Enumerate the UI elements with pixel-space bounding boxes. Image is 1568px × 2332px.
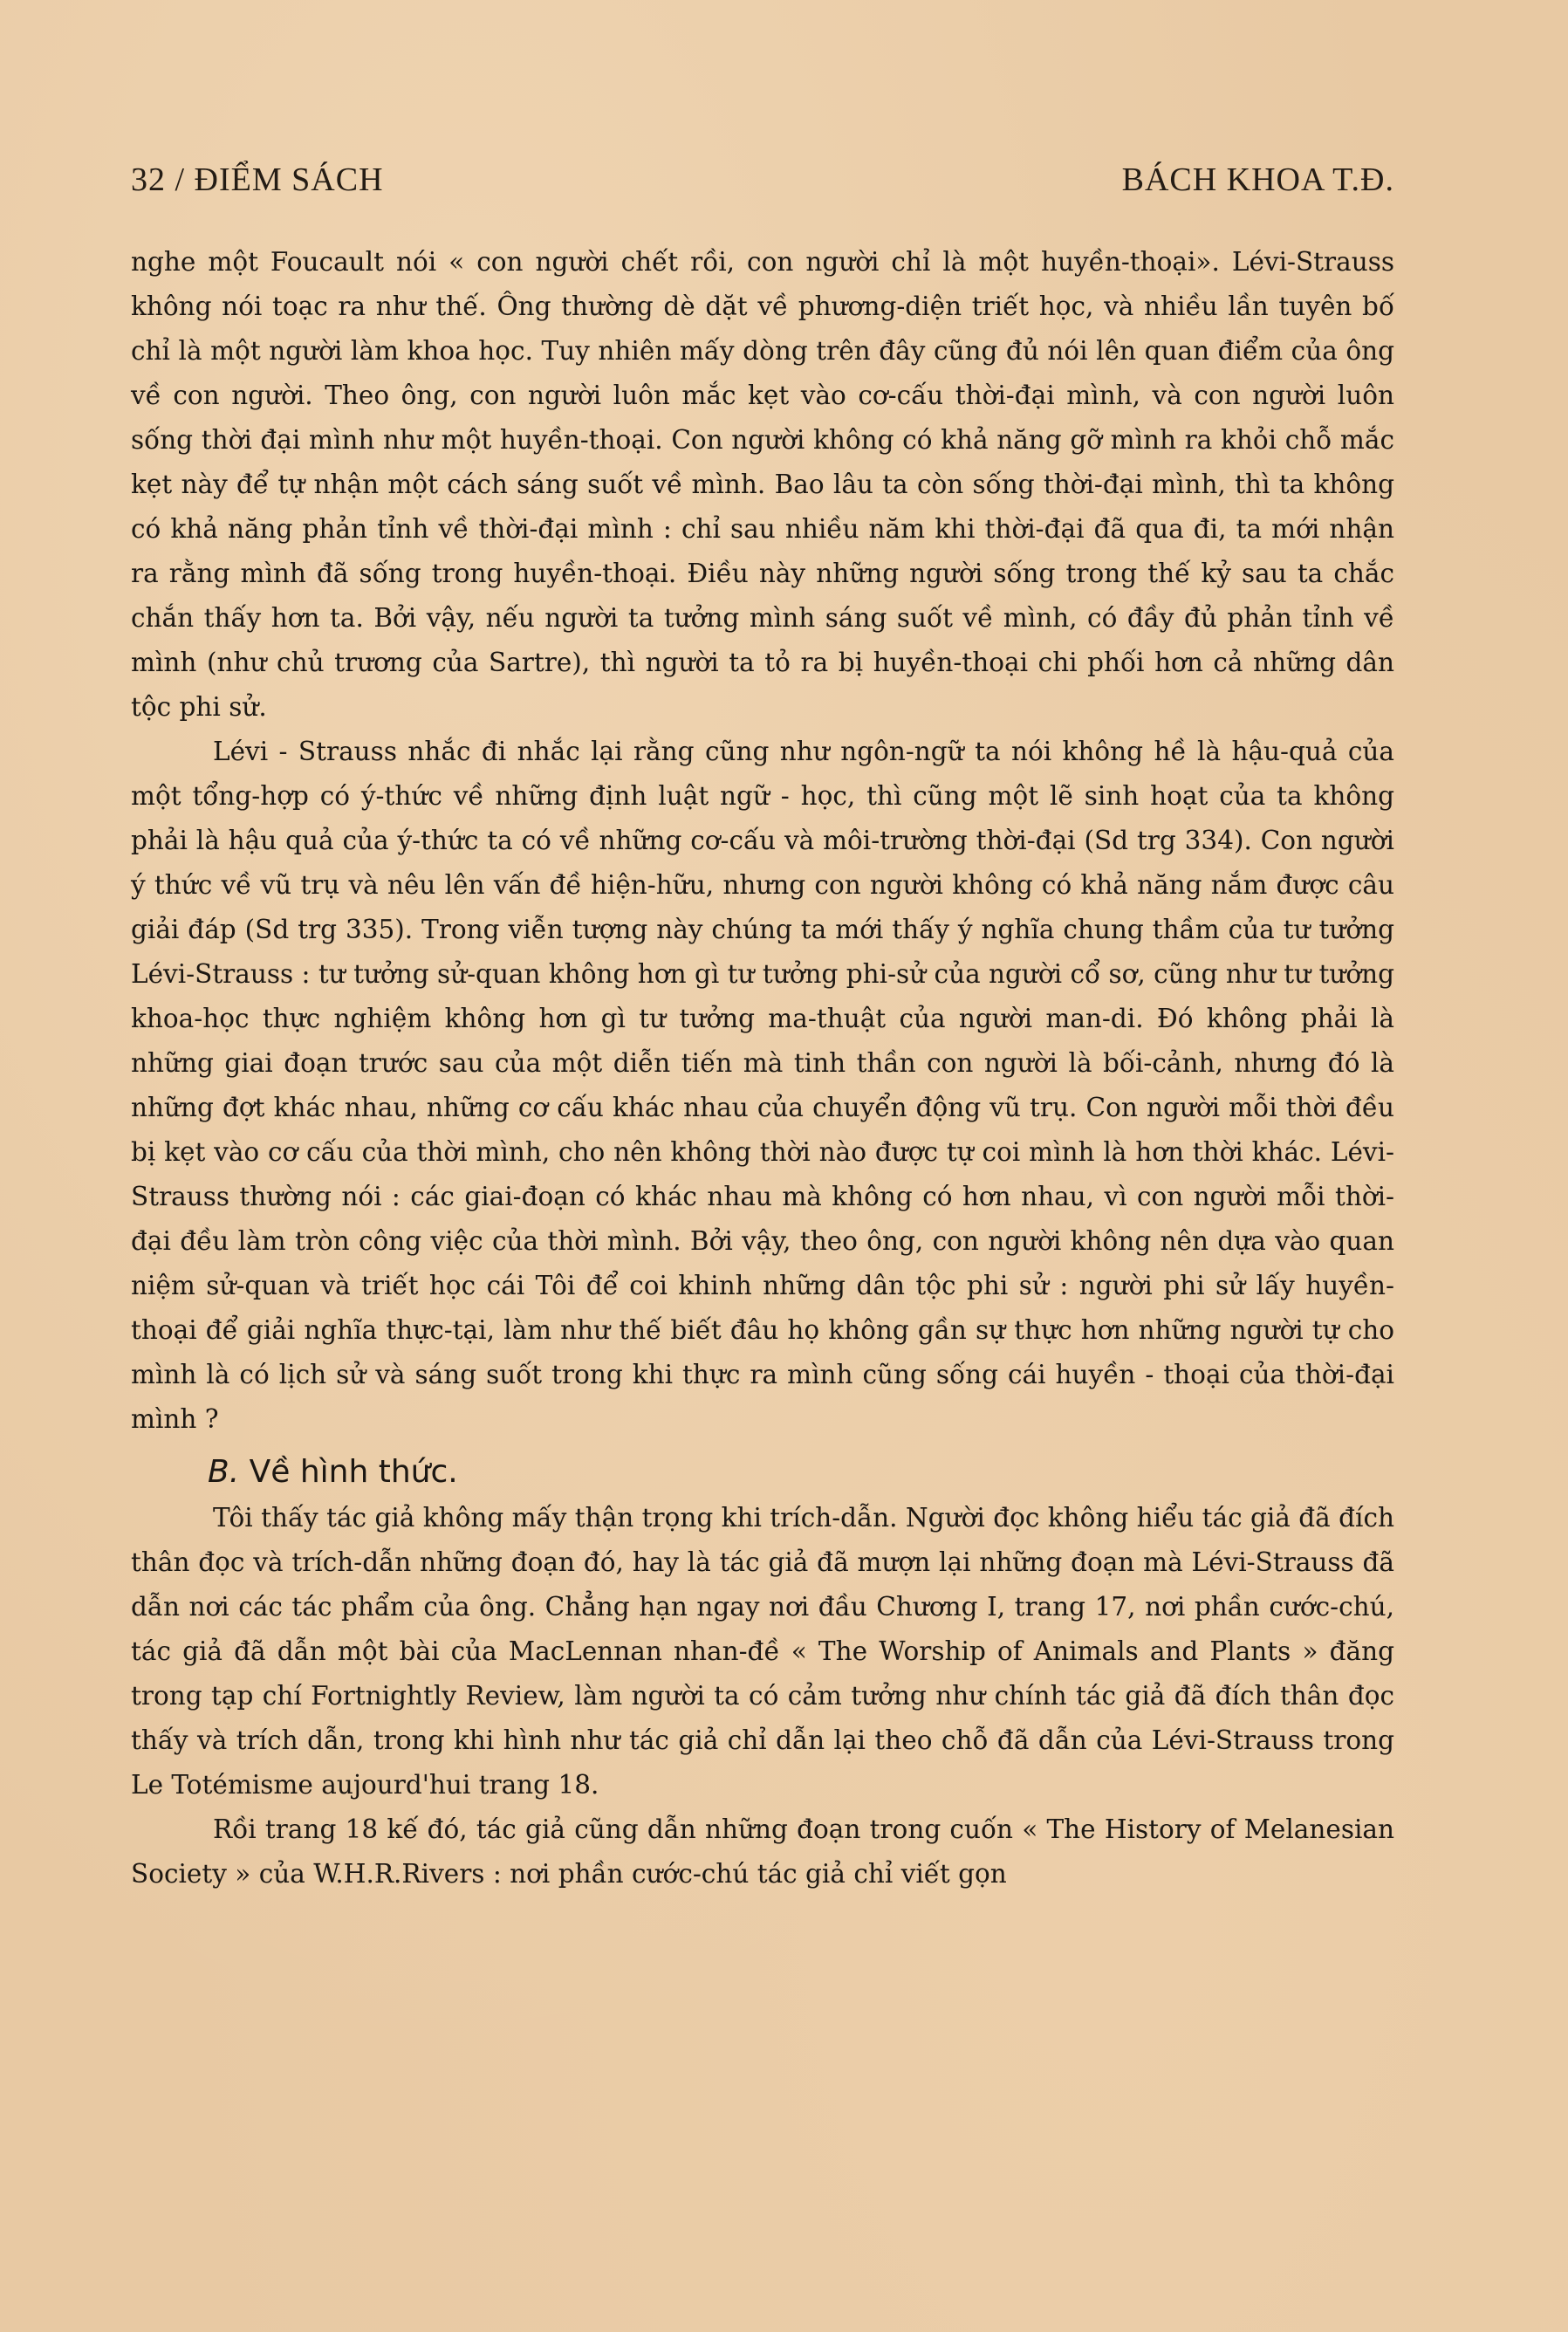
paragraph-3: Tôi thấy tác giả không mấy thận trọng khi trích-dẫn. Người đọc không hiểu tác giả đã đích thân đọc và trích-dẫn những đoạn đó, hay là tác giả đã mượn lại những đoạn mà Lévi-Strauss đã dẫn nơi các tác phẩm của ông. Chẳng hạn ngay nơi đầu Chương I, trang 17, nơi phần cước-chú, tác giả đã dẫn một bài của MacLennan nhan-đề « The Worship of Animals and Plants » đăng trong tạp chí Fortnightly Review, làm người ta có cảm tưởng như chính tác giả đã đích thân đọc thấy và trích dẫn, trong khi hình như tác giả chỉ dẫn lại theo chỗ đã dẫn của Lévi-Strauss trong Le Totémisme aujourd'hui trang 18. [131,1503,1394,1800]
journal-title: BÁCH KHOA T.Đ. [1121,161,1394,198]
section-title: Về hình thức. [249,1454,458,1490]
paragraph-2: Lévi - Strauss nhắc đi nhắc lại rằng cũng như ngôn-ngữ ta nói không hề là hậu-quả của một tổng-hợp có ý-thức về những định luật ngữ - học, thì cũng một lẽ sinh hoạt của ta không phải là hậu quả của ý-thức ta có về những cơ-cấu và môi-trường thời-đại (Sd trg 334). Con người ý thức về vũ trụ và nêu lên vấn đề hiện-hữu, nhưng con người không có khả năng nắm được câu giải đáp (Sd trg 335). Trong viễn tượng này chúng ta mới thấy ý nghĩa chung thầm của tư tưởng Lévi-Strauss : tư tưởng sử-quan không hơn gì tư tưởng phi-sử của người cổ sơ, cũng như tư tưởng khoa-học thực nghiệm không hơn gì tư tưởng ma-thuật của người man-di. Đó không phải là những giai đoạn trước sau của một diễn tiến mà tinh thần con người là bối-cảnh, nhưng đó là những đợt khác nhau, những cơ cấu khác nhau của chuyển động vũ trụ. Con người mỗi thời đều bị kẹt vào cơ cấu của thời mình, cho nên không thời nào được tự coi mình là hơn thời khác. Lévi-Strauss thường nói : các giai-đoạn có khác nhau mà không có hơn nhau, vì con người mỗi thời-đại đều làm tròn công việc của thời mình. Bởi vậy, theo ông, con người không nên dựa vào quan niệm sử-quan và triết học cái Tôi để coi khinh những dân tộc phi sử : người phi sử lấy huyền-thoại để giải nghĩa thực-tại, làm như thế biết đâu họ không gần sự thực hơn những người tự cho mình là có lịch sử và sáng suốt trong khi thực ra mình cũng sống cái huyền - thoại của thời-đại mình ? [131,737,1394,1434]
article-body [131,240,1394,1896]
paragraph-4: Rồi trang 18 kế đó, tác giả cũng dẫn những đoạn trong cuốn « The History of Melanesian Society » của W.H.R.Rivers : nơi phần cước-chú tác giả chỉ viết gọn [131,1814,1394,1889]
section-heading [208,1449,1394,1496]
page-number-and-section: 32 / ĐIỂM SÁCH [131,161,384,198]
section-letter: B. [208,1454,240,1490]
running-header [131,161,1394,204]
paragraph-1: nghe một Foucault nói « con người chết rồi, con người chỉ là một huyền-thoại». Lévi-Strauss không nói toạc ra như thế. Ông thường dè dặt về phương-diện triết học, và nhiều lần tuyên bố chỉ là một người làm khoa học. Tuy nhiên mấy dòng trên đây cũng đủ nói lên quan điểm của ông về con người. Theo ông, con người luôn mắc kẹt vào cơ-cấu thời-đại mình, và con người luôn sống thời đại mình như một huyền-thoại. Con người không có khả năng gỡ mình ra khỏi chỗ mắc kẹt này để tự nhận một cách sáng suốt về mình. Bao lâu ta còn sống thời-đại mình, thì ta không có khả năng phản tỉnh về thời-đại mình : chỉ sau nhiều năm khi thời-đại đã qua đi, ta mới nhận ra rằng mình đã sống trong huyền-thoại. Điều này những người sống trong thế kỷ sau ta chắc chắn thấy hơn ta. Bởi vậy, nếu người ta tưởng mình sáng suốt về mình, có đầy đủ phản tỉnh về mình (như chủ trương của Sartre), thì người ta tỏ ra bị huyền-thoại chi phối hơn cả những dân tộc phi sử. [131,247,1394,722]
